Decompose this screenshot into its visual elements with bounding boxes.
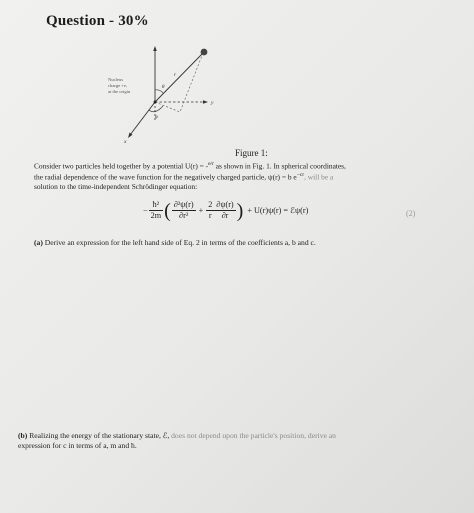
question-a [34, 238, 434, 247]
y-axis-arrowhead [203, 100, 208, 103]
question-b-line2: expression for c in terms of a, m and ħ. [18, 441, 137, 450]
theta-arc [155, 90, 163, 93]
potential-fraction: e/r [208, 161, 214, 167]
equation-layout [142, 200, 309, 221]
x-axis [130, 102, 155, 135]
term1-denominator: ∂r² [179, 211, 189, 220]
nucleus-label-line1: Nucleus [108, 77, 124, 82]
nucleus-label-line2: charge +e, [108, 83, 128, 88]
nucleus-label-line3: at the origin [108, 89, 131, 94]
equation-minus: − [143, 205, 148, 215]
equation-plus: + [198, 205, 204, 215]
question-b-text: Realizing the energy of the stationary state, ℰ, [29, 431, 170, 440]
term1-numerator: ∂²ψ(r) [173, 200, 194, 209]
paragraph-part2: as shown in Fig. 1. In spherical coordinates, [213, 161, 346, 171]
paragraph-line3: solution to the time-independent Schrödinger equation: [34, 182, 198, 192]
projection-base [155, 102, 180, 112]
figure-caption: Figure 1: [235, 148, 268, 158]
paragraph-line2-end: , will be a [304, 172, 334, 182]
x-axis-label: x [124, 139, 127, 145]
schrodinger-equation [142, 200, 309, 221]
question-b-text-faint: does not depend upon the particle's position, derive an [169, 431, 336, 440]
phi-label: φ [155, 115, 158, 120]
theta-label: θ [162, 85, 165, 90]
left-paren: ( [164, 199, 171, 222]
projection-line [180, 53, 203, 112]
y-axis-label: y [211, 100, 214, 106]
paragraph-part1: Consider two particles held together by a potential U(r) = - [34, 161, 209, 171]
equation-number: (2) [406, 209, 416, 218]
coordinate-figure [100, 40, 230, 148]
term2-denominator: ∂r [221, 211, 229, 220]
paragraph-exponent: −cr [296, 172, 305, 179]
term2-coef-denominator: r [208, 211, 212, 220]
two-m: 2m [150, 211, 162, 220]
z-axis-arrowhead [153, 46, 157, 51]
nucleus-origin [154, 101, 157, 104]
problem-paragraph [34, 160, 426, 192]
paragraph-line2: the radial dependence of the wave function for the negatively charged particle, ψ(r) = b e [34, 172, 297, 182]
radial-vector [155, 53, 203, 102]
hbar-squared: ħ² [149, 200, 163, 211]
question-a-label: (a) [34, 238, 43, 247]
term2-numerator: ∂ψ(r) [216, 200, 234, 209]
question-heading: Question - 30% [46, 13, 149, 29]
question-b [18, 431, 438, 451]
right-paren: ) [236, 199, 244, 222]
equation-rhs: + U(r)ψ(r) = ℰψ(r) [247, 205, 309, 215]
charged-particle [201, 49, 208, 56]
question-a-text: Derive an expression for the left hand side of Eq. 2 in terms of the coefficients a, b and c. [44, 238, 316, 247]
question-b-label: (b) [18, 431, 28, 440]
term2-coef-numerator: 2 [208, 200, 213, 209]
radial-label: r [174, 72, 177, 78]
